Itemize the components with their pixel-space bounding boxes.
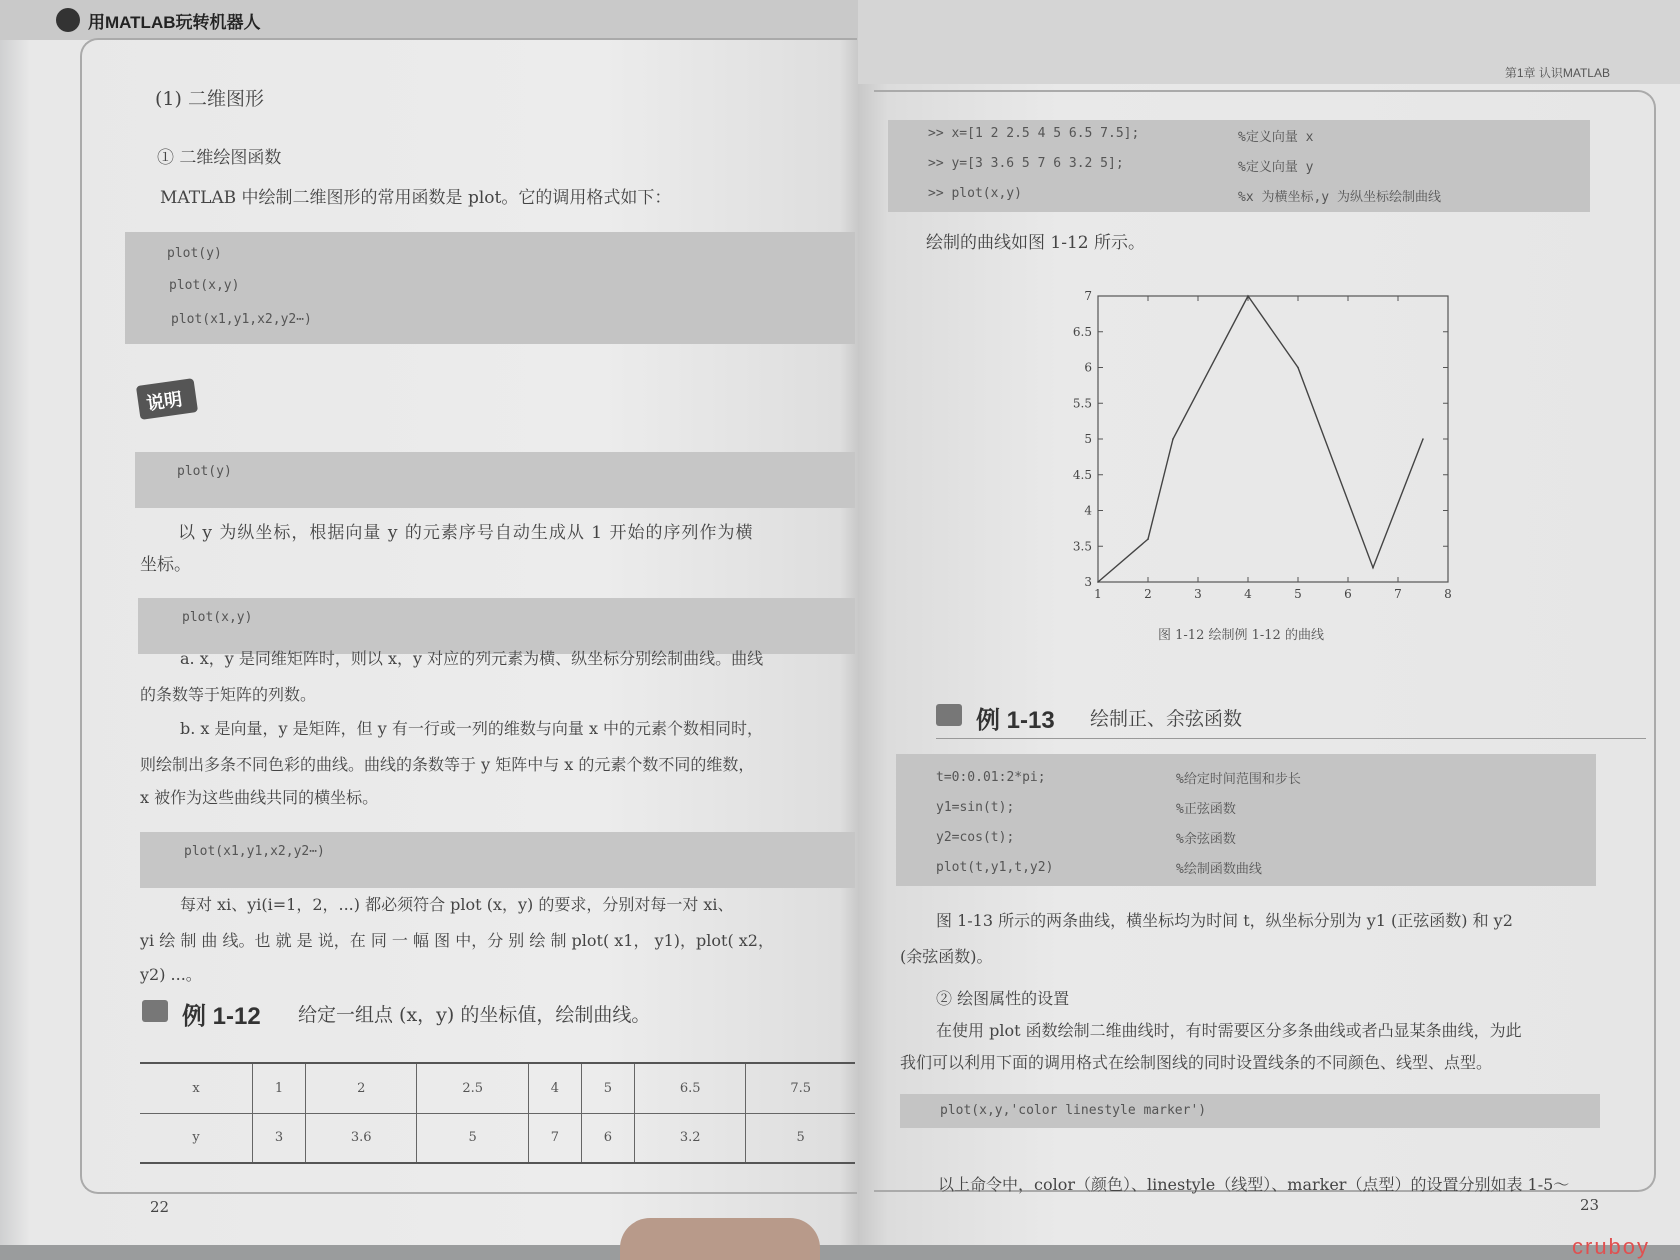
watermark: cruboy [1572, 1234, 1651, 1259]
data-point [1247, 295, 1249, 297]
code-cmd: t=0:0.01:2*pi; [936, 770, 1046, 785]
table-cell: 5 [417, 1113, 528, 1163]
code-block-4 [900, 1094, 1600, 1128]
example-title: 给定一组点 (x，y) 的坐标值，绘制曲线。 [298, 1004, 651, 1026]
code-block-2 [888, 120, 1590, 212]
divider [936, 738, 1646, 739]
y-tick-label: 4.5 [1072, 467, 1092, 482]
figure-caption: 图 1-12 绘制例 1-12 的曲线 [1158, 628, 1324, 643]
x-tick-label: 8 [1444, 587, 1452, 601]
x-tick-label: 6 [1344, 587, 1352, 601]
table-cell: y [140, 1113, 253, 1163]
para1-line2: (余弦函数)。 [900, 947, 993, 966]
table-row [140, 1113, 855, 1163]
table-cell: 3 [253, 1113, 306, 1163]
right-page-number: 23 [1580, 1196, 1600, 1214]
table-cell: 3.6 [306, 1113, 417, 1163]
para3-line1: 每对 xi、yi(i=1，2，...) 都必须符合 plot (x，y) 的要求，分别对每一对 xi、 [180, 895, 734, 914]
para3-line2: yi 绘 制 曲 线。也 就 是 说，在 同 一 幅 图 中，分 别 绘 制 plot( x1， y1)，plot( x2， [140, 931, 774, 950]
code-cmd: y2=cos(t); [936, 830, 1015, 845]
example-heading-2 [936, 700, 1586, 734]
code-comment: %余弦函数 [1176, 832, 1236, 847]
data-point [1097, 581, 1099, 583]
x-tick-label: 4 [1244, 587, 1252, 601]
y-tick-label: 6.5 [1072, 324, 1092, 339]
code-cmd: >> x=[1 2 2.5 4 5 6.5 7.5]; [928, 126, 1140, 141]
code-cmd: plot(x,y,'color linestyle marker') [940, 1103, 1207, 1118]
code-comment: %定义向量 y [1238, 160, 1314, 175]
table-row [140, 1063, 855, 1113]
band-plot-y [135, 452, 855, 508]
left-page-number: 22 [150, 1198, 170, 1216]
subsection-title: ② 绘图属性的设置 [936, 989, 1070, 1008]
code-block-3 [896, 754, 1596, 886]
example-icon [936, 704, 962, 726]
code-comment: %给定时间范围和步长 [1176, 772, 1301, 787]
table-cell: 5 [796, 1130, 805, 1146]
y-tick-label: 3.5 [1072, 539, 1092, 554]
right-header [858, 0, 1680, 84]
code-cmd: >> plot(x,y) [928, 186, 1022, 201]
band-text: plot(x,y) [182, 610, 253, 625]
plot-caption-text: 绘制的曲线如图 1-12 所示。 [926, 233, 1145, 253]
para1-line1: 图 1-13 所示的两条曲线，横坐标均为时间 t，纵坐标分别为 y1 (正弦函数) 和 y2 [936, 911, 1513, 930]
code-cmd: y1=sin(t); [936, 800, 1015, 815]
y-tick-label: 5 [1084, 432, 1092, 446]
para1-line1: 以 y 为纵坐标，根据向量 y 的元素序号自动生成从 1 开始的序列作为横 [178, 523, 754, 543]
para3-line3: y2) ...。 [140, 965, 202, 984]
para2-line4: 则绘制出多条不同色彩的曲线。曲线的条数等于 y 矩阵中与 x 的元素个数不同的维数， [140, 755, 755, 774]
plot-area [1098, 296, 1448, 582]
table-cell: 6 [581, 1113, 634, 1163]
para2-line1: a. x，y 是同维矩阵时，则以 x，y 对应的列元素为横、纵坐标分别绘制曲线。曲线 [180, 649, 764, 668]
series-line [1098, 296, 1423, 582]
para2-line2: 的条数等于矩阵的列数。 [140, 685, 317, 704]
data-point [1372, 567, 1374, 569]
table-cell: 3.2 [634, 1113, 745, 1163]
data-point [1147, 538, 1149, 540]
para2-line3: b. x 是向量，y 是矩阵，但 y 有一行或一列的维数与向量 x 中的元素个数相同时， [180, 719, 764, 738]
code-line: plot(x1,y1,x2,y2⋯) [171, 312, 312, 327]
table-cell: 6.5 [634, 1063, 745, 1113]
line-chart [1048, 280, 1468, 612]
left-header-title: 用MATLAB玩转机器人 [88, 13, 261, 32]
example-icon [142, 1000, 168, 1022]
para2-line2: 我们可以利用下面的调用格式在绘制图线的同时设置线条的不同颜色、线型、点型。 [900, 1053, 1493, 1072]
para2-line5: x 被作为这些曲线共同的横坐标。 [140, 788, 379, 807]
code-cmd: plot(t,y1,t,y2) [936, 860, 1054, 875]
example-label: 例 1-13 [976, 707, 1055, 734]
x-tick-label: 2 [1144, 587, 1152, 601]
subsection-title: ① 二维绘图函数 [157, 148, 282, 168]
table-cell: x [140, 1063, 253, 1113]
right-page [858, 0, 1680, 1245]
table-cell: 2.5 [417, 1063, 528, 1113]
x-tick-label: 3 [1194, 587, 1202, 601]
table-cell: 2 [306, 1063, 417, 1113]
section-title: (1) 二维图形 [155, 88, 264, 110]
code-comment: %绘制函数曲线 [1176, 862, 1262, 877]
left-header [0, 0, 858, 40]
table-cell: 1 [253, 1063, 306, 1113]
right-header-title: 第1章 认识MATLAB [1504, 66, 1610, 80]
y-tick-label: 4 [1084, 503, 1092, 518]
y-tick-label: 7 [1084, 289, 1092, 303]
code-line: plot(y) [167, 246, 222, 261]
para1-line2: 坐标。 [140, 555, 191, 575]
band-text: plot(y) [177, 464, 232, 479]
data-point [1172, 438, 1174, 440]
intro-text: MATLAB 中绘制二维图形的常用函数是 plot。它的调用格式如下： [160, 188, 672, 208]
table-cell: 5 [581, 1063, 634, 1113]
code-line: plot(x,y) [169, 278, 240, 293]
x-tick-label: 7 [1394, 587, 1402, 601]
x-tick-label: 1 [1094, 587, 1102, 601]
hand-fingers [620, 1218, 820, 1260]
example-title: 绘制正、余弦函数 [1090, 708, 1243, 730]
code-comment: %定义向量 x [1238, 130, 1314, 145]
example-label: 例 1-12 [182, 1003, 261, 1030]
book-logo-icon [56, 8, 80, 32]
note-label: 说明 [145, 388, 184, 414]
table-cell: 7.5 [746, 1063, 855, 1113]
code-comment: %正弦函数 [1176, 802, 1236, 817]
para3: 以上命令中，color（颜色）、linestyle（线型）、marker（点型）的设置分别如表 1-5～ [938, 1175, 1570, 1194]
data-point [1297, 367, 1299, 369]
code-comment: %x 为横坐标,y 为纵坐标绘制曲线 [1238, 190, 1441, 205]
y-tick-label: 5.5 [1072, 396, 1092, 411]
x-tick-label: 5 [1294, 587, 1302, 601]
table-cell: 4 [528, 1063, 581, 1113]
y-tick-label: 3 [1084, 575, 1092, 589]
data-point [1422, 438, 1424, 440]
table-cell: 7 [528, 1113, 581, 1163]
code-cmd: >> y=[3 3.6 5 7 6 3.2 5]; [928, 156, 1124, 171]
band-text: plot(x1,y1,x2,y2⋯) [184, 844, 325, 859]
example-heading [142, 996, 842, 1030]
band-plot-multi [140, 832, 855, 888]
para2-line1: 在使用 plot 函数绘制二维曲线时，有时需要区分多条曲线或者凸显某条曲线，为此 [936, 1021, 1522, 1040]
data-table [140, 1062, 855, 1164]
y-tick-label: 6 [1084, 360, 1092, 375]
code-block-1 [125, 232, 855, 344]
